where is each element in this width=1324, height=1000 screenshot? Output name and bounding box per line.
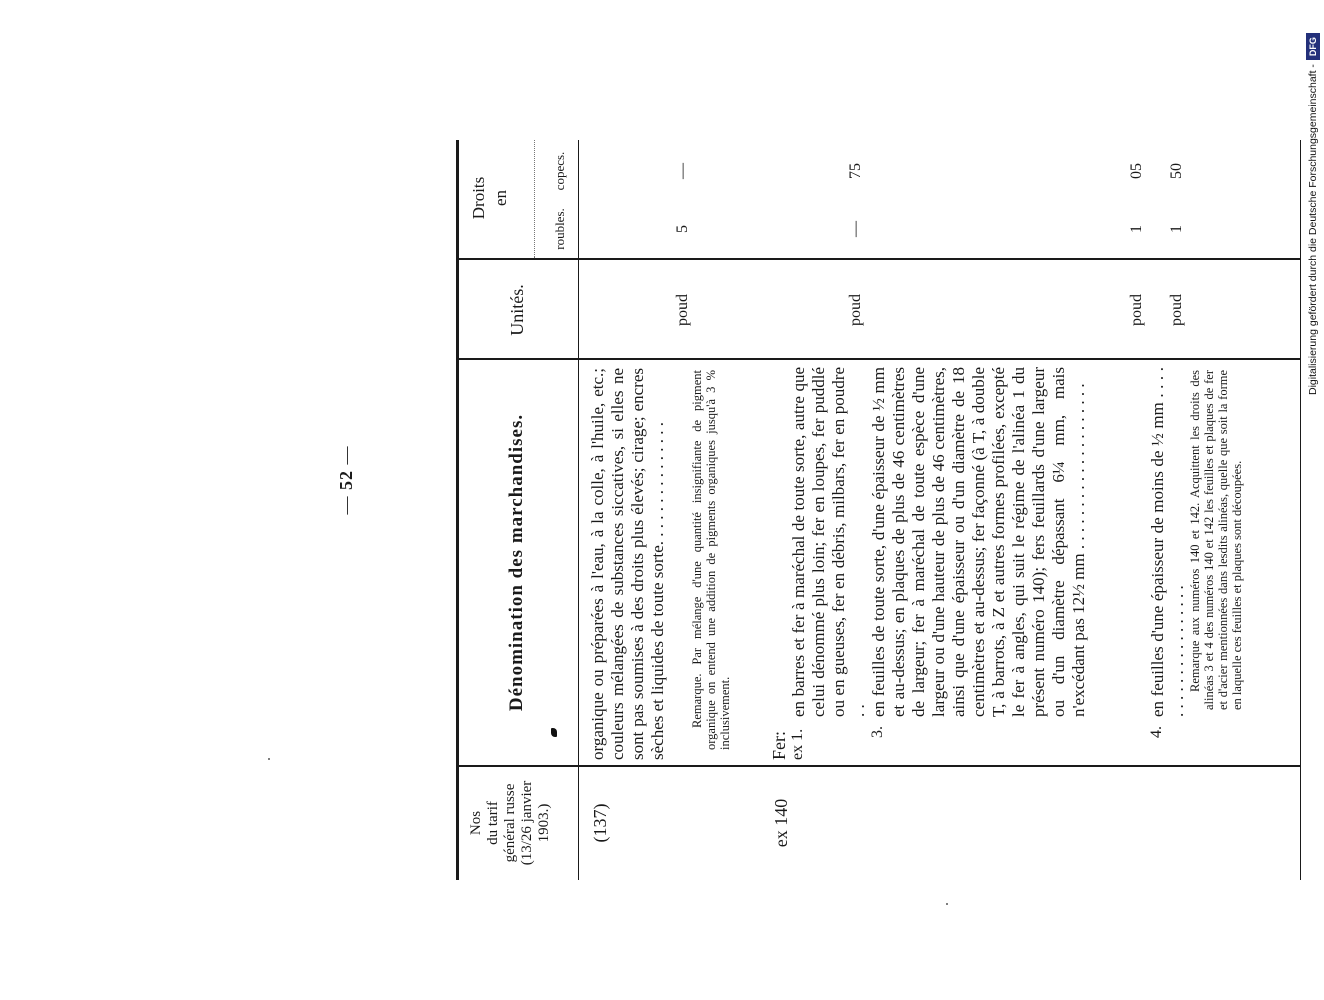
page-number: — 52 — — [336, 420, 357, 540]
item-3-roubles: 1 — [1128, 225, 1145, 233]
row-137-roubles: 5 — [674, 225, 691, 233]
dfg-logo: DFG — [1306, 33, 1320, 60]
header-line: du tarif — [485, 801, 501, 845]
item-4-unit: poud — [1168, 294, 1185, 326]
item-4-roubles: 1 — [1168, 225, 1185, 233]
item-label: 3. — [869, 726, 886, 738]
scan-speck — [946, 903, 948, 905]
row-137-number: (137) — [590, 803, 610, 843]
header-line: (13/26 janvier — [519, 780, 535, 866]
header-units: Unités. — [507, 284, 527, 336]
header-roubles: roubles. — [552, 208, 567, 250]
item-3-description: en feuilles de toute sorte, d'une épaisseur de ½ mm et au-dessus; en plaques de plus de 46 centimètres de largeur; fer à maréchal de toute espèce d'une largeur ou d'une hauteur de plus de 46 centimètres, ainsi que d'une épaisseur ou d'un diamètre de 18 centimètres et au-dessus; fer façonné (à T, à double T, à barrots, à Z et autres formes profilées, excepté le fer à angles, qui suit le régime de l'alinéa 1 du présent numéro 140); fers feuillards d'une largeur ou d'un diamètre dépassant 6¼ mm, mais n'excédant pas 12½ mm . . . . . . . . . . . . . . . . . . . . — [869, 367, 1088, 717]
droits-sub-rule — [534, 140, 535, 258]
header-line: général russe — [502, 783, 518, 863]
row-137-remark: Remarque. Par mélange d'une quantité insignifiante de pigment organique on entend une addition de pigments organiques jusqu'à 3 % inclusivement. — [690, 370, 732, 750]
header-line: 1903.) — [536, 803, 552, 843]
header-bottom-rule — [578, 140, 579, 880]
header-tariff-number — [468, 768, 553, 878]
item-3-unit: poud — [1128, 294, 1145, 326]
item-ex1-copecs: 75 — [847, 163, 864, 179]
column-divider-3 — [456, 258, 1301, 260]
header-duties-title: Droits — [469, 176, 488, 220]
credit-text: Digitalisierung gefördert durch die Deutsche Forschungsgemeinschaft - — [1307, 64, 1319, 395]
column-divider-2 — [456, 358, 1301, 360]
row-137-copecs: — — [674, 163, 691, 179]
header-line: Nos — [468, 810, 484, 836]
row-137-description: organique ou préparées à l'eau, à la colle, à l'huile, etc.; couleurs mélangées de substances siccatives, si elles ne sont pas soumises à des droits plus élevés; cirage; encres sèches et liquides de toute sorte. . . . . . . . . . . . . . . — [588, 368, 667, 760]
row-140-heading: Fer: — [769, 731, 789, 760]
item-label: ex 1. — [789, 728, 806, 760]
row-140-remark: Remarque aux numéros 140 et 142. Acquittent les droits des alinéas 3 et 4 des numéros 140 et 142 les feuilles et plaques de fer et d'acier mentionnées dans lesdits alinéas, quelle que soit la forme en laquelle ces feuilles et plaques sont découpées. — [1188, 370, 1244, 710]
item-label: 4. — [1148, 726, 1165, 738]
header-description: Dénomination des marchandises. — [506, 413, 527, 712]
item-4-copecs: 50 — [1168, 163, 1185, 179]
column-divider-1 — [456, 765, 1301, 767]
table-top-rule — [456, 140, 459, 880]
item-ex1-unit: poud — [847, 294, 864, 326]
item-ex1-description: en barres et fer à maréchal de toute sorte, autre que celui dénommé plus loin; fer en loupes, fer puddlé ou en gueuses, fer en débris, milbars, fer en poudre . . — [789, 367, 868, 717]
ink-mark-icon — [551, 728, 557, 737]
item-ex1-roubles: — — [847, 221, 864, 237]
header-copecs: copecs. — [552, 151, 567, 191]
row-137-unit: poud — [674, 294, 691, 326]
item-3-copecs: 05 — [1128, 163, 1145, 179]
digitization-credit — [1306, 33, 1320, 395]
row-140-number: ex 140 — [771, 798, 791, 848]
item-4-description: en feuilles d'une épaisseur de moins de ½ mm . . . . . . . . . . . . . . . . . . . . — [1148, 367, 1187, 717]
header-duties — [468, 141, 512, 255]
scan-speck — [268, 758, 270, 760]
header-duties-sub: en — [491, 189, 510, 207]
table-bottom-rule — [1300, 140, 1301, 880]
scanned-page — [206, 70, 1244, 1000]
